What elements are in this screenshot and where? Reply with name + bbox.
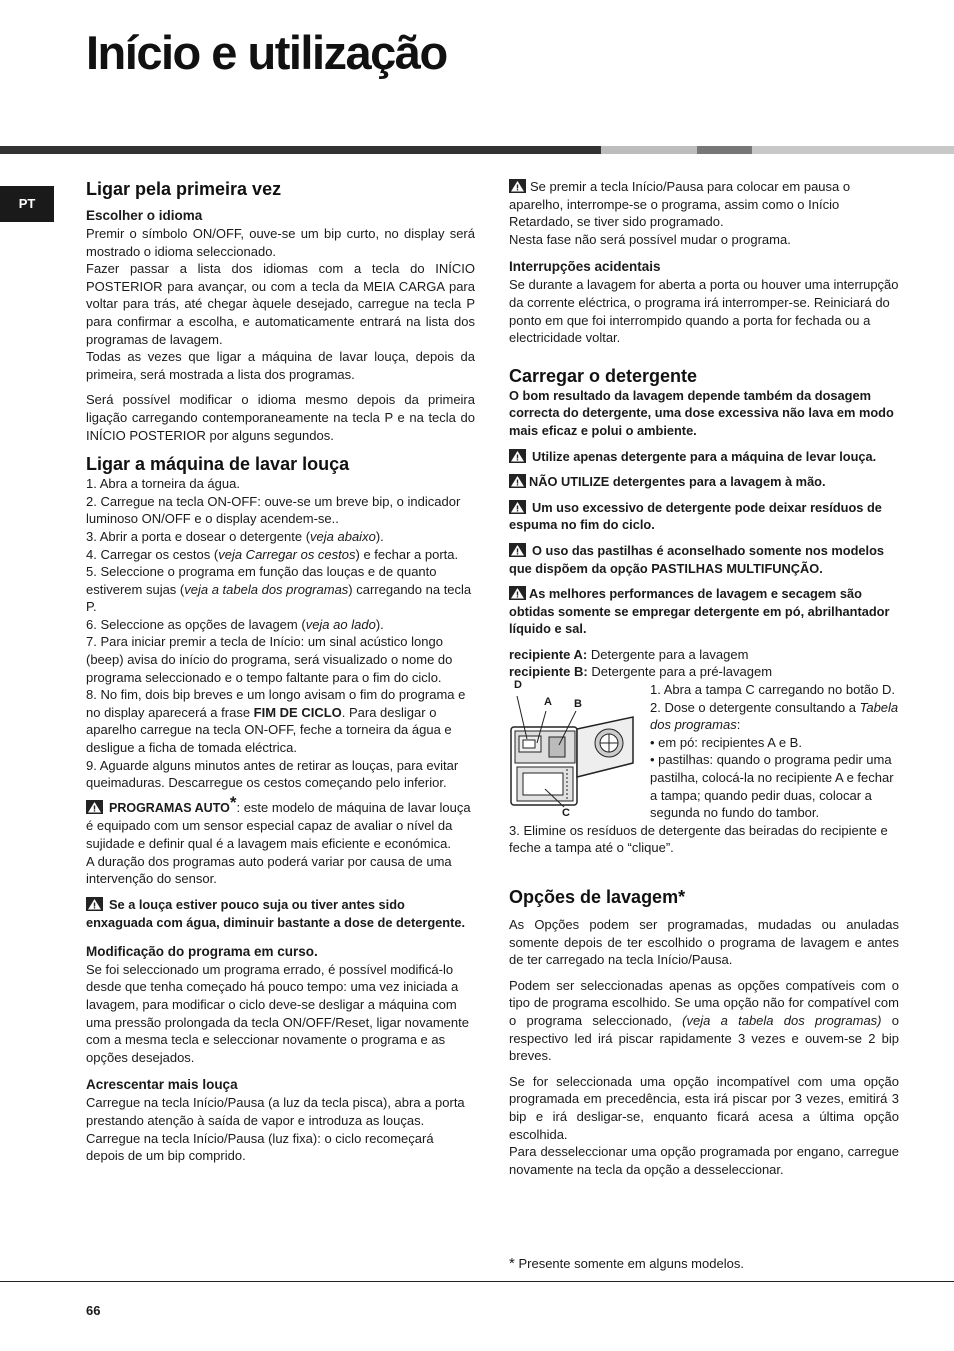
container-a: recipiente A: Detergente para a lavagem: [509, 646, 749, 662]
dispenser-block: [509, 681, 899, 857]
warning-icon: [509, 586, 526, 600]
dispenser-step-2: 2. Dose o detergente consultando a Tabela dos programas:: [650, 699, 899, 733]
step: 6. Seleccione as opções de lavagem (veja ao lado).: [86, 616, 384, 632]
dispenser-illustration: [509, 681, 635, 818]
dispenser-step-3: 3. Elimine os resíduos de detergente das beiradas do recipiente e feche a tampa até o “clique”.: [509, 822, 888, 856]
pause-note: Se premir a tecla Início/Pausa para colocar em pausa o aparelho, interrompe-se o programa, assim como o Início Retardado, se tiver sido programado.: [509, 179, 851, 230]
dispenser-bullet-powder: • em pó: recipientes A e B.: [650, 734, 802, 750]
section-title-first-start: Ligar pela primeira vez: [86, 179, 282, 199]
page-number: 66: [86, 1303, 101, 1318]
warning-icon: [509, 474, 526, 488]
dispenser-step-1: 1. Abra a tampa C carregando no botão D.: [650, 682, 895, 698]
paragraph: Nesta fase não será possível mudar o programa.: [509, 231, 791, 247]
warning-5: As melhores performances de lavagem e secagem são obtidas somente se empregar detergente em pó, abrilhantador líquido e sal.: [509, 586, 890, 637]
warning-icon: [509, 543, 526, 557]
paragraph: Se for seleccionada uma opção incompatível com uma opção programada em precedência, esta irá piscar por 3 vezes, emitirá 3 bip e irá desligar-se, enquanto ficará acesa a última opção escolhida.: [509, 1073, 899, 1142]
header-bar-mid: [697, 146, 752, 154]
step: 5. Seleccione o programa em função das louças e de quanto estiverem sujas (veja a tabela dos programas) carregando na tecla P.: [86, 564, 472, 615]
paragraph: Para desseleccionar uma opção programada por engano, carregue novamente na tecla da opção a desseleccionar.: [509, 1144, 899, 1177]
dispenser-diagram: [509, 681, 650, 818]
warning-icon: [86, 800, 103, 814]
section-title-start-dishwasher: Ligar a máquina de lavar louça: [86, 454, 350, 475]
paragraph: Premir o símbolo ON/OFF, ouve-se um bip curto, no display será mostrado o idioma seleccionado.: [86, 226, 475, 259]
dispenser-bullet-tablets: • pastilhas: quando o programa pedir uma pastilha, colocá-la no recipiente A e fechar a tampa; quando pedir duas, colocar a segunda no fundo do tambor.: [650, 752, 894, 821]
label-c: C: [562, 807, 570, 820]
warning-3: Um uso excessivo de detergente pode deixar resíduos de espuma no fim do ciclo.: [509, 499, 882, 533]
subheading-add-dishes: Acrescentar mais louça: [86, 1077, 238, 1093]
warning-1: Utilize apenas detergente para a máquina de levar louça.: [509, 448, 899, 466]
header-bar-light-2: [752, 146, 954, 154]
paragraph: Todas as vezes que ligar a máquina de lavar louça, depois da primeira, será mostrada a lista dos programas.: [86, 349, 475, 382]
step: 4. Carregar os cestos (veja Carregar os cestos) e fechar a porta.: [86, 546, 459, 562]
footnote: * Presente somente em alguns modelos.: [509, 1255, 744, 1272]
step: 3. Abrir a porta e dosear o detergente (veja abaixo).: [86, 528, 384, 544]
warning-icon: [509, 179, 526, 193]
label-d: D: [514, 679, 522, 692]
language-tab: PT: [0, 186, 54, 222]
left-column: [86, 178, 475, 1165]
step: 8. No fim, dois bip breves e um longo avisam o fim do programa e no display aparecerá a frase FIM DE CICLO. Para desligar o aparelho carregue na tecla ON-OFF, feche a torneira da água e desligue a ficha de tomada eléctrica.: [86, 687, 466, 756]
warning-2: NÃO UTILIZE detergentes para a lavagem à mão.: [509, 473, 899, 491]
auto-programs-note: PROGRAMAS AUTO*: este modelo de máquina de lavar louça é equipado com um sensor especial capaz de avaliar o nível da sujidade e definir qual é a lavagem mais eficiente e económica.: [86, 792, 471, 851]
footer-rule: [0, 1281, 954, 1282]
subheading-interruptions: Interrupções acidentais: [509, 259, 661, 275]
paragraph: Será possível modificar o idioma mesmo depois da primeira ligação carregando contemporaneamente na tecla P e na tecla do INÍCIO POSTERIOR por alguns segundos.: [86, 392, 475, 443]
paragraph: Podem ser seleccionadas apenas as opções compatíveis com o tipo de programa escolhido. Se uma opção não for compatível com o programa seleccionado, (veja a tabela dos programas) o respectivo led irá piscar rapidamente 3 vezes e ouvem-se 2 bip breves.: [509, 977, 899, 1064]
page-title: Início e utilização: [86, 26, 447, 79]
paragraph: A duração dos programas auto poderá variar por causa de uma intervenção do sensor.: [86, 853, 452, 887]
header-bar-light: [601, 146, 697, 154]
warning-icon: [86, 897, 103, 911]
warning-icon: [509, 500, 526, 514]
paragraph: Se foi seleccionado um programa errado, é possível modificá-lo desde que tenha começado há pouco tempo: uma vez iniciada a lavagem, para modificar o ciclo deve-se desligar a máquina com uma pressão prolongada da tecla ON/OFF/Reset, ligar novamente com a mesma tecla e seleccionar novamente o programa e as opções desejados.: [86, 961, 469, 1065]
section-title-options: Opções de lavagem*: [509, 887, 686, 907]
step: 1. Abra a torneira da água.: [86, 476, 240, 492]
right-column: [509, 178, 899, 1178]
paragraph: Fazer passar a lista dos idiomas com a tecla do INÍCIO POSTERIOR para avançar, ou com a tecla da MEIA CARGA para voltar para trás, até chegar àquele desejado, carregue na tecla P para confirmar a escolha, e automaticamente entrará na lista dos programas de lavagem.: [86, 261, 475, 347]
section-title-detergent: Carregar o detergente: [509, 365, 698, 386]
paragraph: As Opções podem ser programadas, mudadas ou anuladas somente depois de ter escolhido o programa de lavagem e antes de ter carregado na tecla Início/Pausa.: [509, 917, 899, 968]
step: 2. Carregue na tecla ON-OFF: ouve-se um breve bip, o indicador luminoso ON/OFF e o display acendem-se..: [86, 493, 461, 527]
warning-4: O uso das pastilhas é aconselhado somente nos modelos que dispõem da opção PASTILHAS MULTIFUNÇÃO.: [509, 542, 885, 576]
label-b: B: [574, 698, 582, 711]
warning-dose: Se a louça estiver pouco suja ou tiver antes sido enxaguada com água, diminuir bastante a dose de detergente.: [86, 896, 466, 931]
subheading-modify: Modificação do programa em curso.: [86, 943, 318, 959]
step: 9. Aguarde alguns minutos antes de retirar as louças, para evitar queimaduras. Descarregue os cestos começando pelo inferior.: [86, 757, 459, 791]
paragraph: Carregue na tecla Início/Pausa (a luz da tecla pisca), abra a porta prestando atenção à saída de vapor e introduza as louças. Carregue na tecla Início/Pausa (luz fixa): o ciclo recomeçará depois de um bip comprido.: [86, 1095, 465, 1164]
warning-icon: [509, 449, 526, 463]
label-a: A: [544, 696, 552, 709]
header-bar-dark: [0, 146, 601, 154]
paragraph: Se durante a lavagem for aberta a porta ou houver uma interrupção da corrente eléctrica, o programa irá interromper-se. Reiniciará do ponto em que foi interrompido quando a porta for fechada ou a electricidade voltar.: [509, 277, 899, 346]
container-b: recipiente B: Detergente para a pré-lavagem: [509, 664, 773, 680]
detergent-intro: O bom resultado da lavagem depende também da dosagem correcta do detergente, uma dose excessiva não lava em modo mais eficaz e polui o ambiente.: [509, 387, 894, 438]
subheading-language: Escolher o idioma: [86, 208, 203, 223]
step: 7. Para iniciar premir a tecla de Início: um sinal acústico longo (beep) avisa do início do programa, será visualizado o nome do programa seleccionado e o tempo faltante para o fim do ciclo.: [86, 634, 453, 685]
